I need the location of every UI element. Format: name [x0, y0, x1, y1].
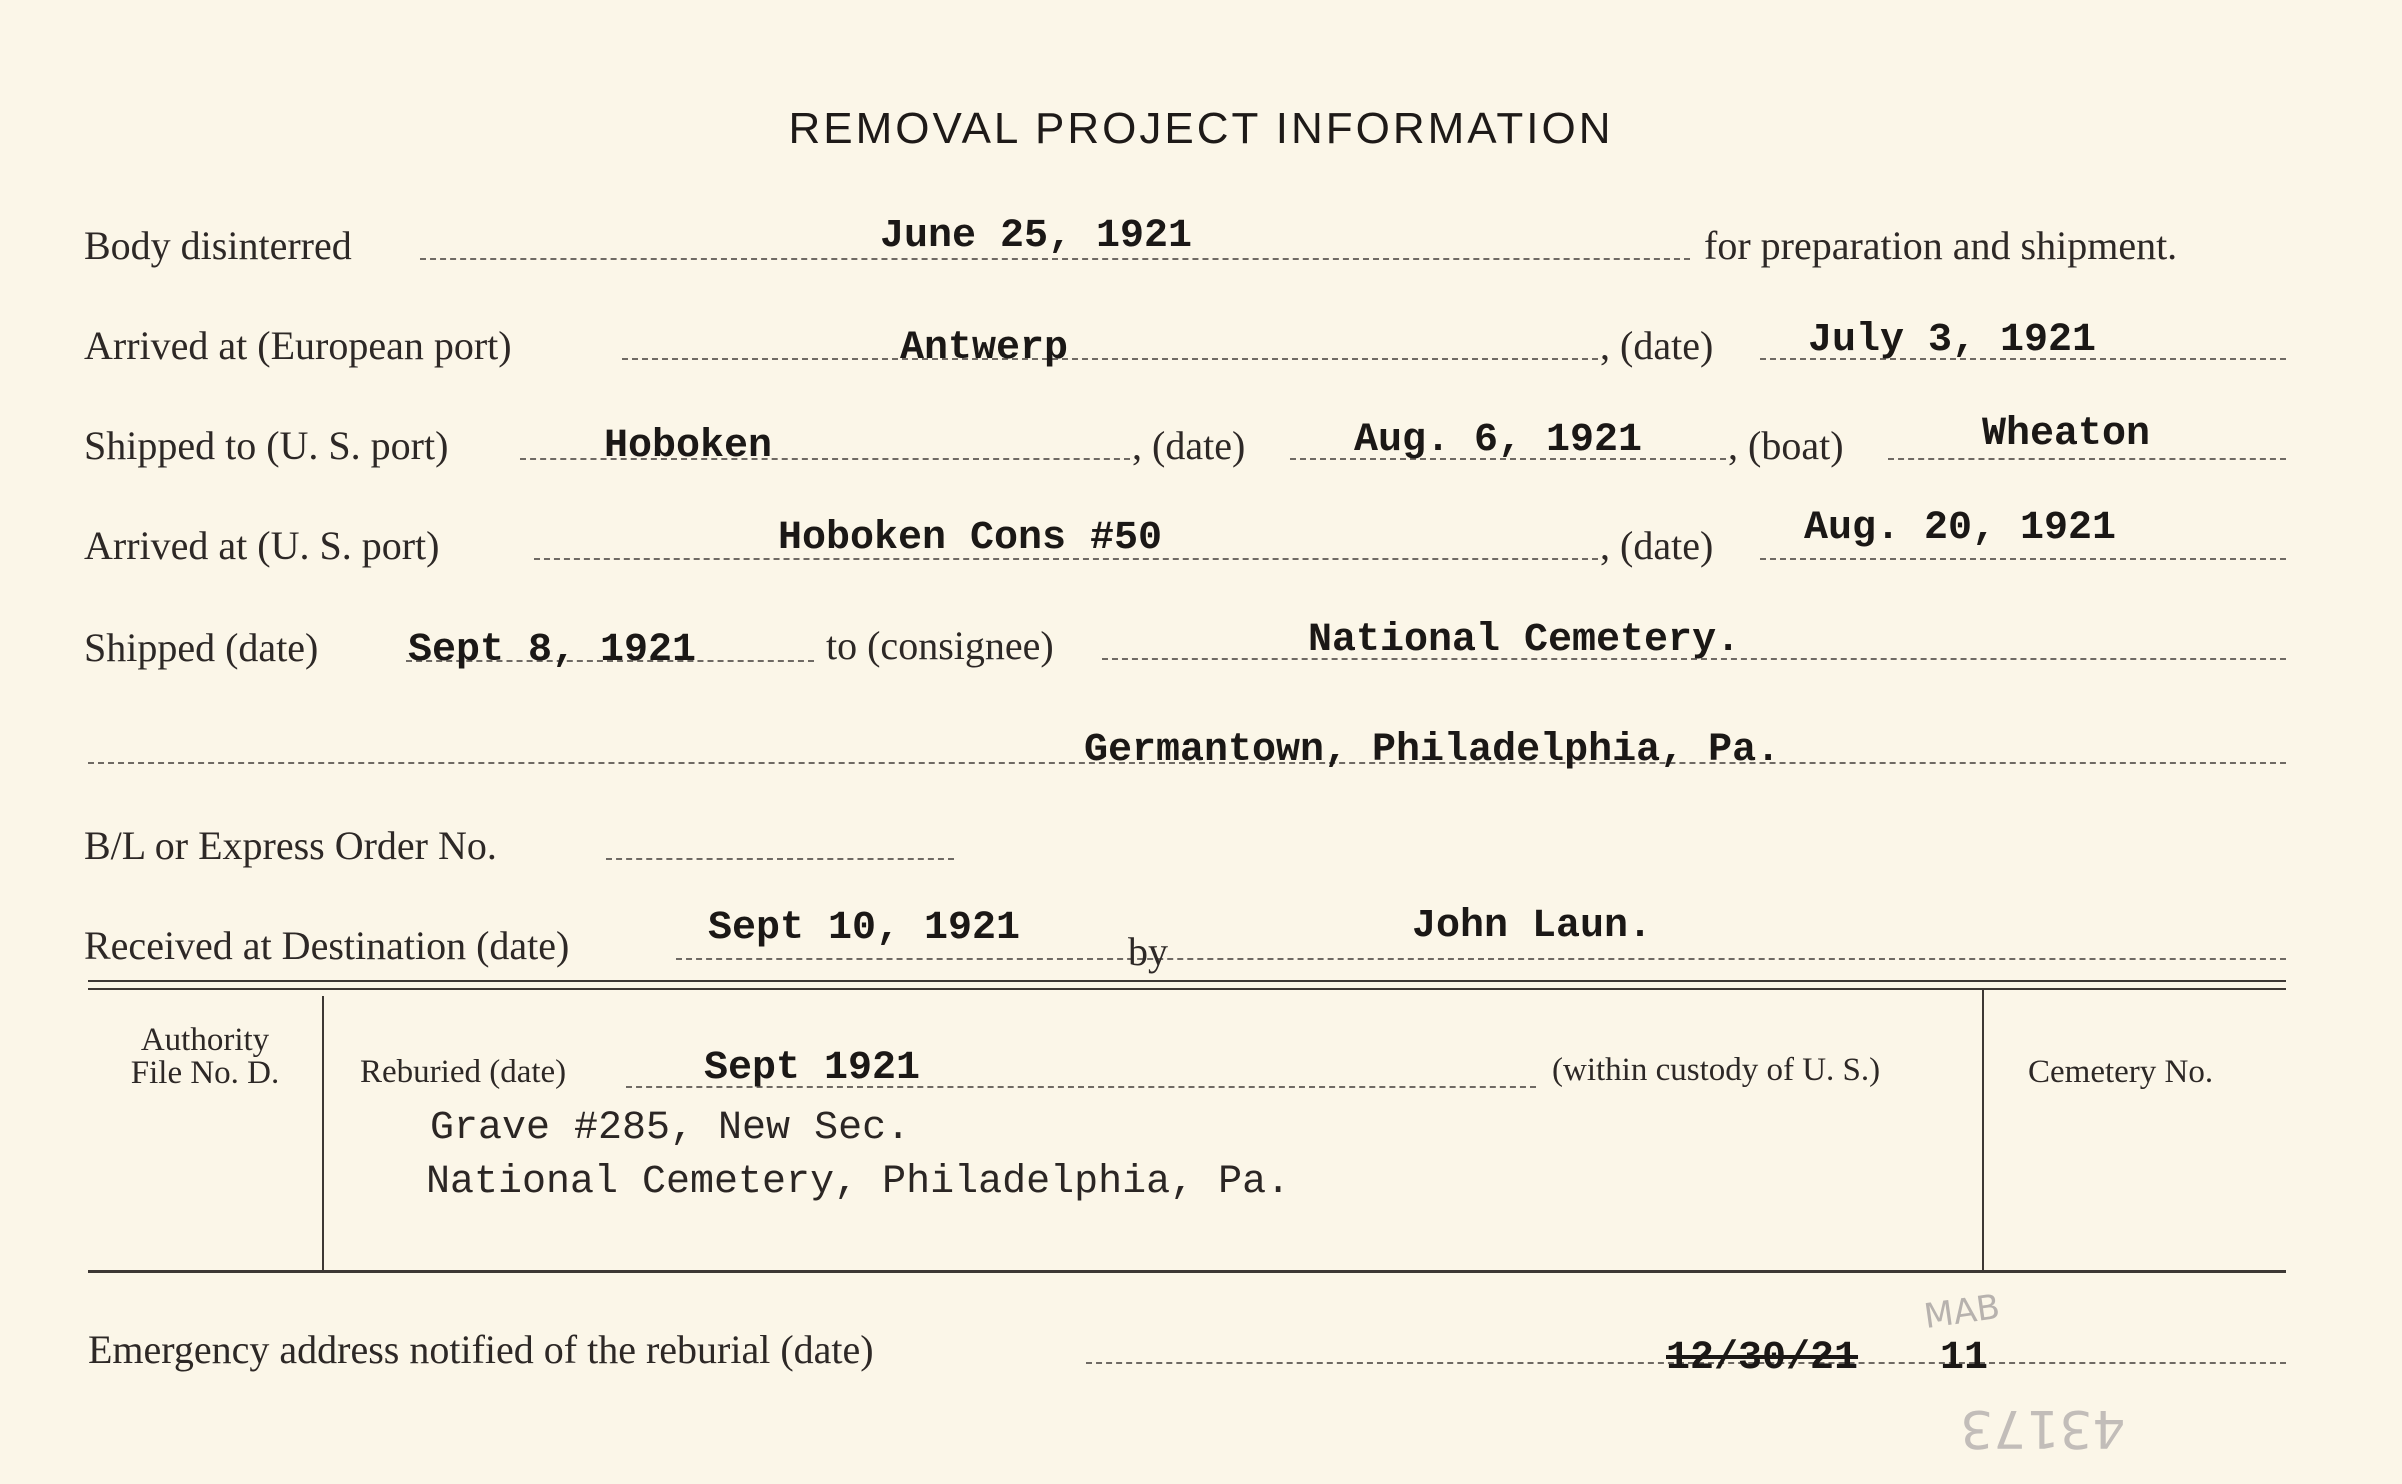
us-port-shipped-value: Hoboken: [604, 424, 773, 469]
disinterred-date: June 25, 1921: [880, 214, 1193, 259]
box-divider-right: [1982, 990, 1984, 1270]
boat-label: , (boat): [1728, 423, 1844, 468]
reburied-date: Sept 1921: [704, 1046, 921, 1091]
pencil-initials: MAB: [1921, 1286, 2003, 1338]
consignee-label: to (consignee): [826, 623, 1054, 668]
european-port-label: Arrived at (European port): [84, 323, 512, 368]
us-port-shipped-date-label: , (date): [1132, 423, 1246, 468]
disinterred-label: Body disinterred: [84, 223, 352, 268]
european-port-date: July 3, 1921: [1808, 318, 2097, 363]
disinterred-suffix: for preparation and shipment.: [1704, 223, 2178, 268]
pencil-code: 43173: [1960, 1398, 2126, 1458]
european-port-line: [622, 358, 1598, 360]
us-port-arrived-date: Aug. 20, 1921: [1804, 506, 2117, 551]
received-date: Sept 10, 1921: [708, 906, 1021, 951]
bl-order-line: [606, 858, 954, 860]
us-port-arrived-value: Hoboken Cons #50: [778, 516, 1163, 561]
us-port-shipped-label: Shipped to (U. S. port): [84, 423, 449, 468]
us-port-arrived-date-line: [1760, 558, 2286, 560]
us-port-arrived-date-label: , (date): [1600, 523, 1714, 568]
box-divider-left: [322, 996, 324, 1270]
reburied-label: Reburied (date): [360, 1054, 567, 1090]
box-bottom-rule: [88, 1270, 2286, 1273]
cemetery-location-line: National Cemetery, Philadelphia, Pa.: [426, 1160, 1291, 1205]
box-top-rule-1: [88, 980, 2286, 982]
grave-line: Grave #285, New Sec.: [430, 1106, 911, 1151]
consignee-address: Germantown, Philadelphia, Pa.: [1084, 728, 1781, 773]
custody-note: (within custody of U. S.): [1552, 1052, 1881, 1088]
cemetery-no-label: Cemetery No.: [2028, 1054, 2214, 1090]
european-port-date-label: , (date): [1600, 323, 1714, 368]
emergency-date: 12/30/21: [1666, 1336, 1859, 1381]
boat-line: [1888, 458, 2286, 460]
bl-order-label: B/L or Express Order No.: [84, 823, 497, 868]
us-port-shipped-date: Aug. 6, 1921: [1354, 418, 1643, 463]
emergency-suffix: 11: [1940, 1336, 1989, 1381]
received-label: Received at Destination (date): [84, 923, 570, 968]
emergency-label: Emergency address notified of the reburial (date): [88, 1327, 874, 1372]
authority-label: Authority File No. D.: [130, 1022, 280, 1091]
us-port-arrived-label: Arrived at (U. S. port): [84, 523, 440, 568]
received-by-label: by: [1128, 929, 1168, 974]
european-port-value: Antwerp: [900, 326, 1069, 371]
box-top-rule-2: [88, 988, 2286, 990]
boat-value: Wheaton: [1982, 412, 2151, 457]
consignee-value: National Cemetery.: [1308, 618, 1741, 663]
received-by: John Laun.: [1412, 904, 1653, 949]
received-line: [676, 958, 2286, 960]
shipped-date-label: Shipped (date): [84, 625, 319, 670]
shipped-date: Sept 8, 1921: [408, 628, 697, 673]
form-title: REMOVAL PROJECT INFORMATION: [788, 104, 1614, 153]
